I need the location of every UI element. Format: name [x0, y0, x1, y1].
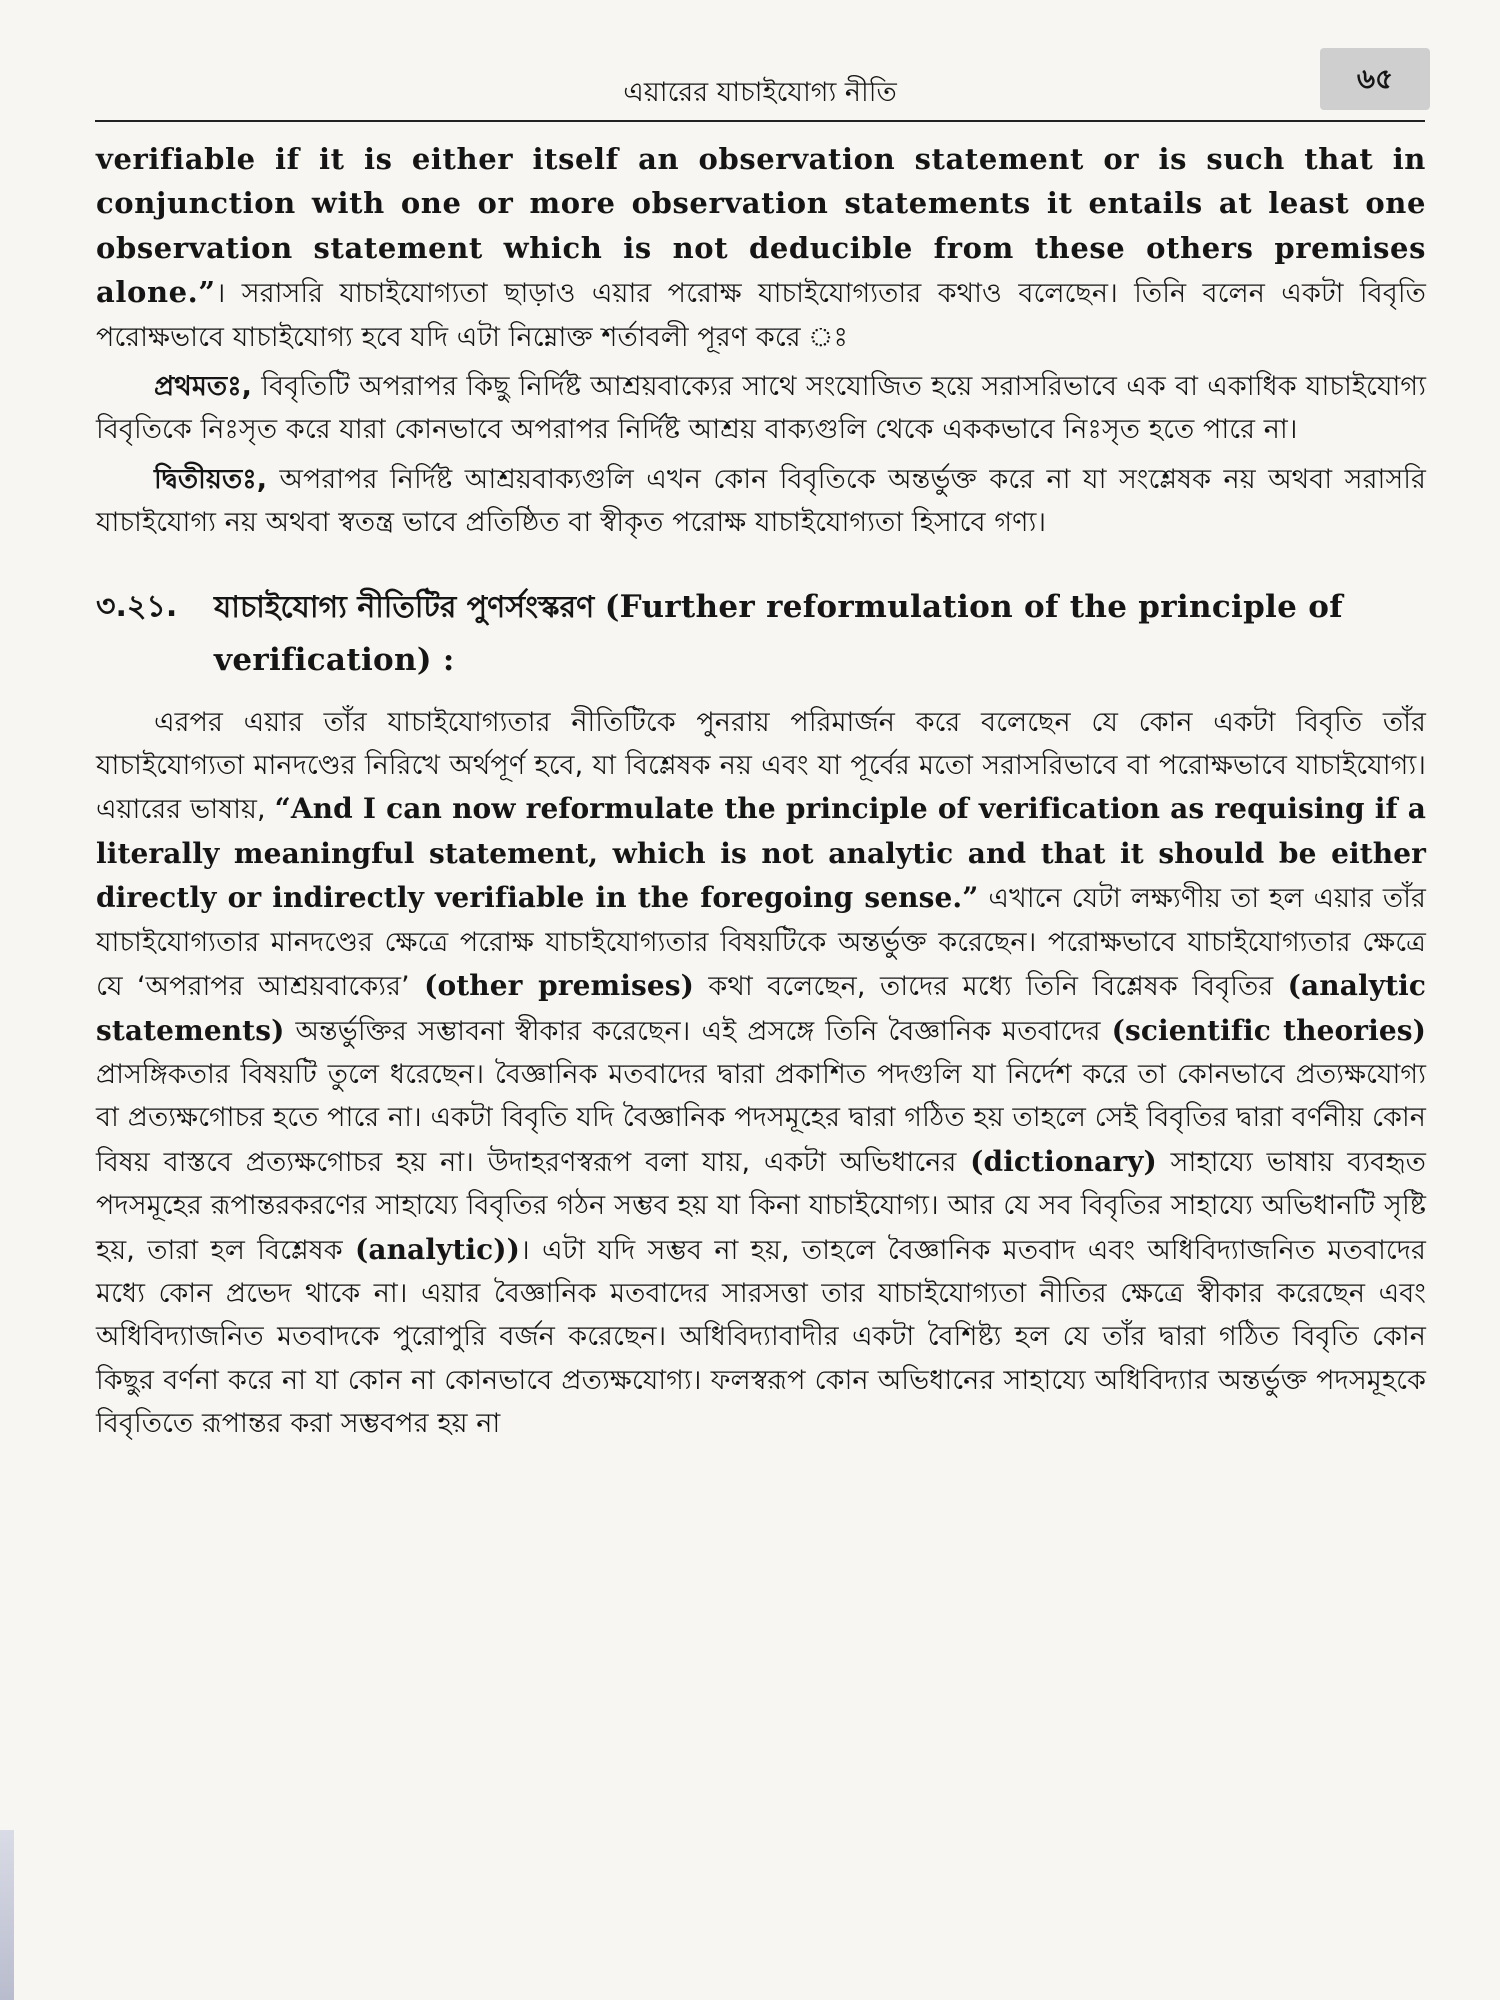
section-title-bengali: যাচাইযোগ্য নীতিটির পুণর্সংস্করণ	[214, 589, 595, 625]
section-title-english: (Further reformulation of the principle of verification) :	[214, 588, 1343, 678]
paragraph-text: বিবৃতিটি অপরাপর কিছু নির্দিষ্ট আশ্রয়বাক্যের সাথে সংযোজিত হয়ে সরাসরিভাবে এক বা একাধিক যাচাইযোগ্য বিবৃতিকে নিঃসৃত করে যারা কোনভাবে অপরাপর নির্দিষ্ট আশ্রয় বাক্যগুলি থেকে এককভাবে নিঃসৃত হতে পারে না।	[96, 371, 1426, 446]
text-segment: কথা বলেছেন, তাদের মধ্যে তিনি বিশ্লেষক বিবৃতির	[693, 971, 1288, 1003]
english-term: (analytic statements)	[96, 969, 1426, 1047]
bengali-text: । সরাসরি যাচাইযোগ্যতা ছাড়াও এয়ার পরোক্ষ যাচাইযোগ্যতার কথাও বলেছেন। তিনি বলেন একটা বিবৃতি পরোক্ষভাবে যাচাইযোগ্য হবে যদি এটা নিম্নোক্ত শর্তাবলী পূরণ করে ঃ	[96, 278, 1426, 353]
english-term: (analytic))	[354, 1232, 520, 1266]
text-segment: সাহায্যে ভাষায় ব্যবহৃত পদসমূহের রূপান্তরকরণের সাহায্যে বিবৃতির গঠন সম্ভব হয় যা কিনা যাচাইযোগ্য। আর যে সব বিবৃতির সাহায্যে অভিধানটি সৃষ্টি হয়, তারা হল বিশ্লেষক	[96, 1146, 1426, 1266]
body-text	[96, 138, 1426, 1446]
english-term: (scientific theories)	[1111, 1013, 1426, 1047]
section-title	[214, 581, 1426, 687]
running-title: এয়ারের যাচাইযোগ্য নীতি	[623, 77, 897, 108]
text-segment: প্রাসঙ্গিকতার বিষয়টি তুলে ধরেছেন। বৈজ্ঞানিক মতবাদের দ্বারা প্রকাশিত পদগুলি যা নির্দেশ করে তা কোনভাবে প্রত্যক্ষযোগ্য বা প্রত্যক্ষগোচর হতে পারে না। একটা বিবৃতি যদি বৈজ্ঞানিক পদসমূহের দ্বারা গঠিত হয় তাহলে সেই বিবৃতির দ্বারা বর্ণনীয় কোন বিষয় বাস্তবে প্রত্যক্ষগোচর হয় না। উদাহরণস্বরূপ বলা যায়, একটা অভিধানের	[96, 1058, 1426, 1178]
scan-edge-mark	[0, 1830, 14, 2000]
paragraph-secondly	[96, 458, 1426, 545]
text-segment: এরপর এয়ার তাঁর যাচাইযোগ্যতার নীতিটিকে পুনরায় পরিমার্জন করে বলেছেন যে কোন একটা বিবৃতি তাঁর যাচাইযোগ্যতা মানদণ্ডের নিরিখে অর্থপূর্ণ হবে, যা বিশ্লেষক নয় এবং যা পূর্বের মতো সরাসরিভাবে বা পরোক্ষভাবে যাচাইযোগ্য। এয়ারের ভাষায়,	[96, 706, 1426, 826]
text-segment: অন্তর্ভুক্তির সম্ভাবনা স্বীকার করেছেন। এই প্রসঙ্গে তিনি বৈজ্ঞানিক মতবাদের	[284, 1015, 1112, 1047]
section-number: ৩.২১.	[96, 588, 178, 624]
english-passage: verifiable if it is either itself an observation statement or is such that in conjunction with one or more observation statements it entails at least one observation statement which is not deducible from these others premises alone.”	[96, 142, 1426, 310]
text-segment: এখানে যেটা লক্ষ্যণীয় তা হল এয়ার তাঁর যাচাইযোগ্যতার মানদণ্ডের ক্ষেত্রে পরোক্ষ যাচাইযোগ্যতার বিষয়টিকে অন্তর্ভুক্ত করেছেন। পরোক্ষভাবে যাচাইযোগ্যতার ক্ষেত্রে যে ‘অপরাপর আশ্রয়বাক্যের’	[96, 883, 1426, 1003]
paragraph-firstly	[96, 365, 1426, 452]
english-term: (dictionary)	[970, 1144, 1157, 1178]
paragraph-text: অপরাপর নির্দিষ্ট আশ্রয়বাক্যগুলি এখন কোন বিবৃতিকে অন্তর্ভুক্ত করে না যা সংশ্লেষক নয় অথবা সরাসরি যাচাইযোগ্য নয় অথবা স্বতন্ত্র ভাবে প্রতিষ্ঠিত বা স্বীকৃত পরোক্ষ যাচাইযোগ্যতা হিসাবে গণ্য।	[96, 463, 1426, 539]
ayer-quote: “And I can now reformulate the principle of verification as requising if a literally meaningful statement, which is not analytic and that it should be either directly or indirectly verifiable in the foregoing sense.”	[96, 792, 1426, 915]
section-heading	[96, 581, 1426, 687]
paragraph-label: প্রথমতঃ,	[154, 371, 253, 403]
paragraph-continued	[96, 138, 1426, 359]
paragraph-reformulation	[96, 701, 1426, 1446]
running-header	[95, 62, 1425, 122]
paragraph-label: দ্বিতীয়তঃ,	[154, 463, 268, 495]
page-number: ৬৫	[1320, 48, 1430, 110]
english-term: (other premises)	[424, 969, 694, 1003]
text-segment: । এটা যদি সম্ভব না হয়, তাহলে বৈজ্ঞানিক মতবাদ এবং অধিবিদ্যাজনিত মতবাদের মধ্যে কোন প্রভেদ থাকে না। এয়ার বৈজ্ঞানিক মতবাদের সারসত্তা তার যাচাইযোগ্যতা নীতির ক্ষেত্রে স্বীকার করেছেন এবং অধিবিদ্যাজনিত মতবাদকে পুরোপুরি বর্জন করেছেন। অধিবিদ্যাবাদীর একটা বৈশিষ্ট্য হল যে তাঁর দ্বারা গঠিত বিবৃতি কোন কিছুর বর্ণনা করে না যা কোন না কোনভাবে প্রত্যক্ষযোগ্য। ফলস্বরূপ কোন অভিধানের সাহায্যে অধিবিদ্যার অন্তর্ভুক্ত পদসমূহকে বিবৃতিতে রূপান্তর করা সম্ভবপর হয় না	[96, 1234, 1426, 1440]
